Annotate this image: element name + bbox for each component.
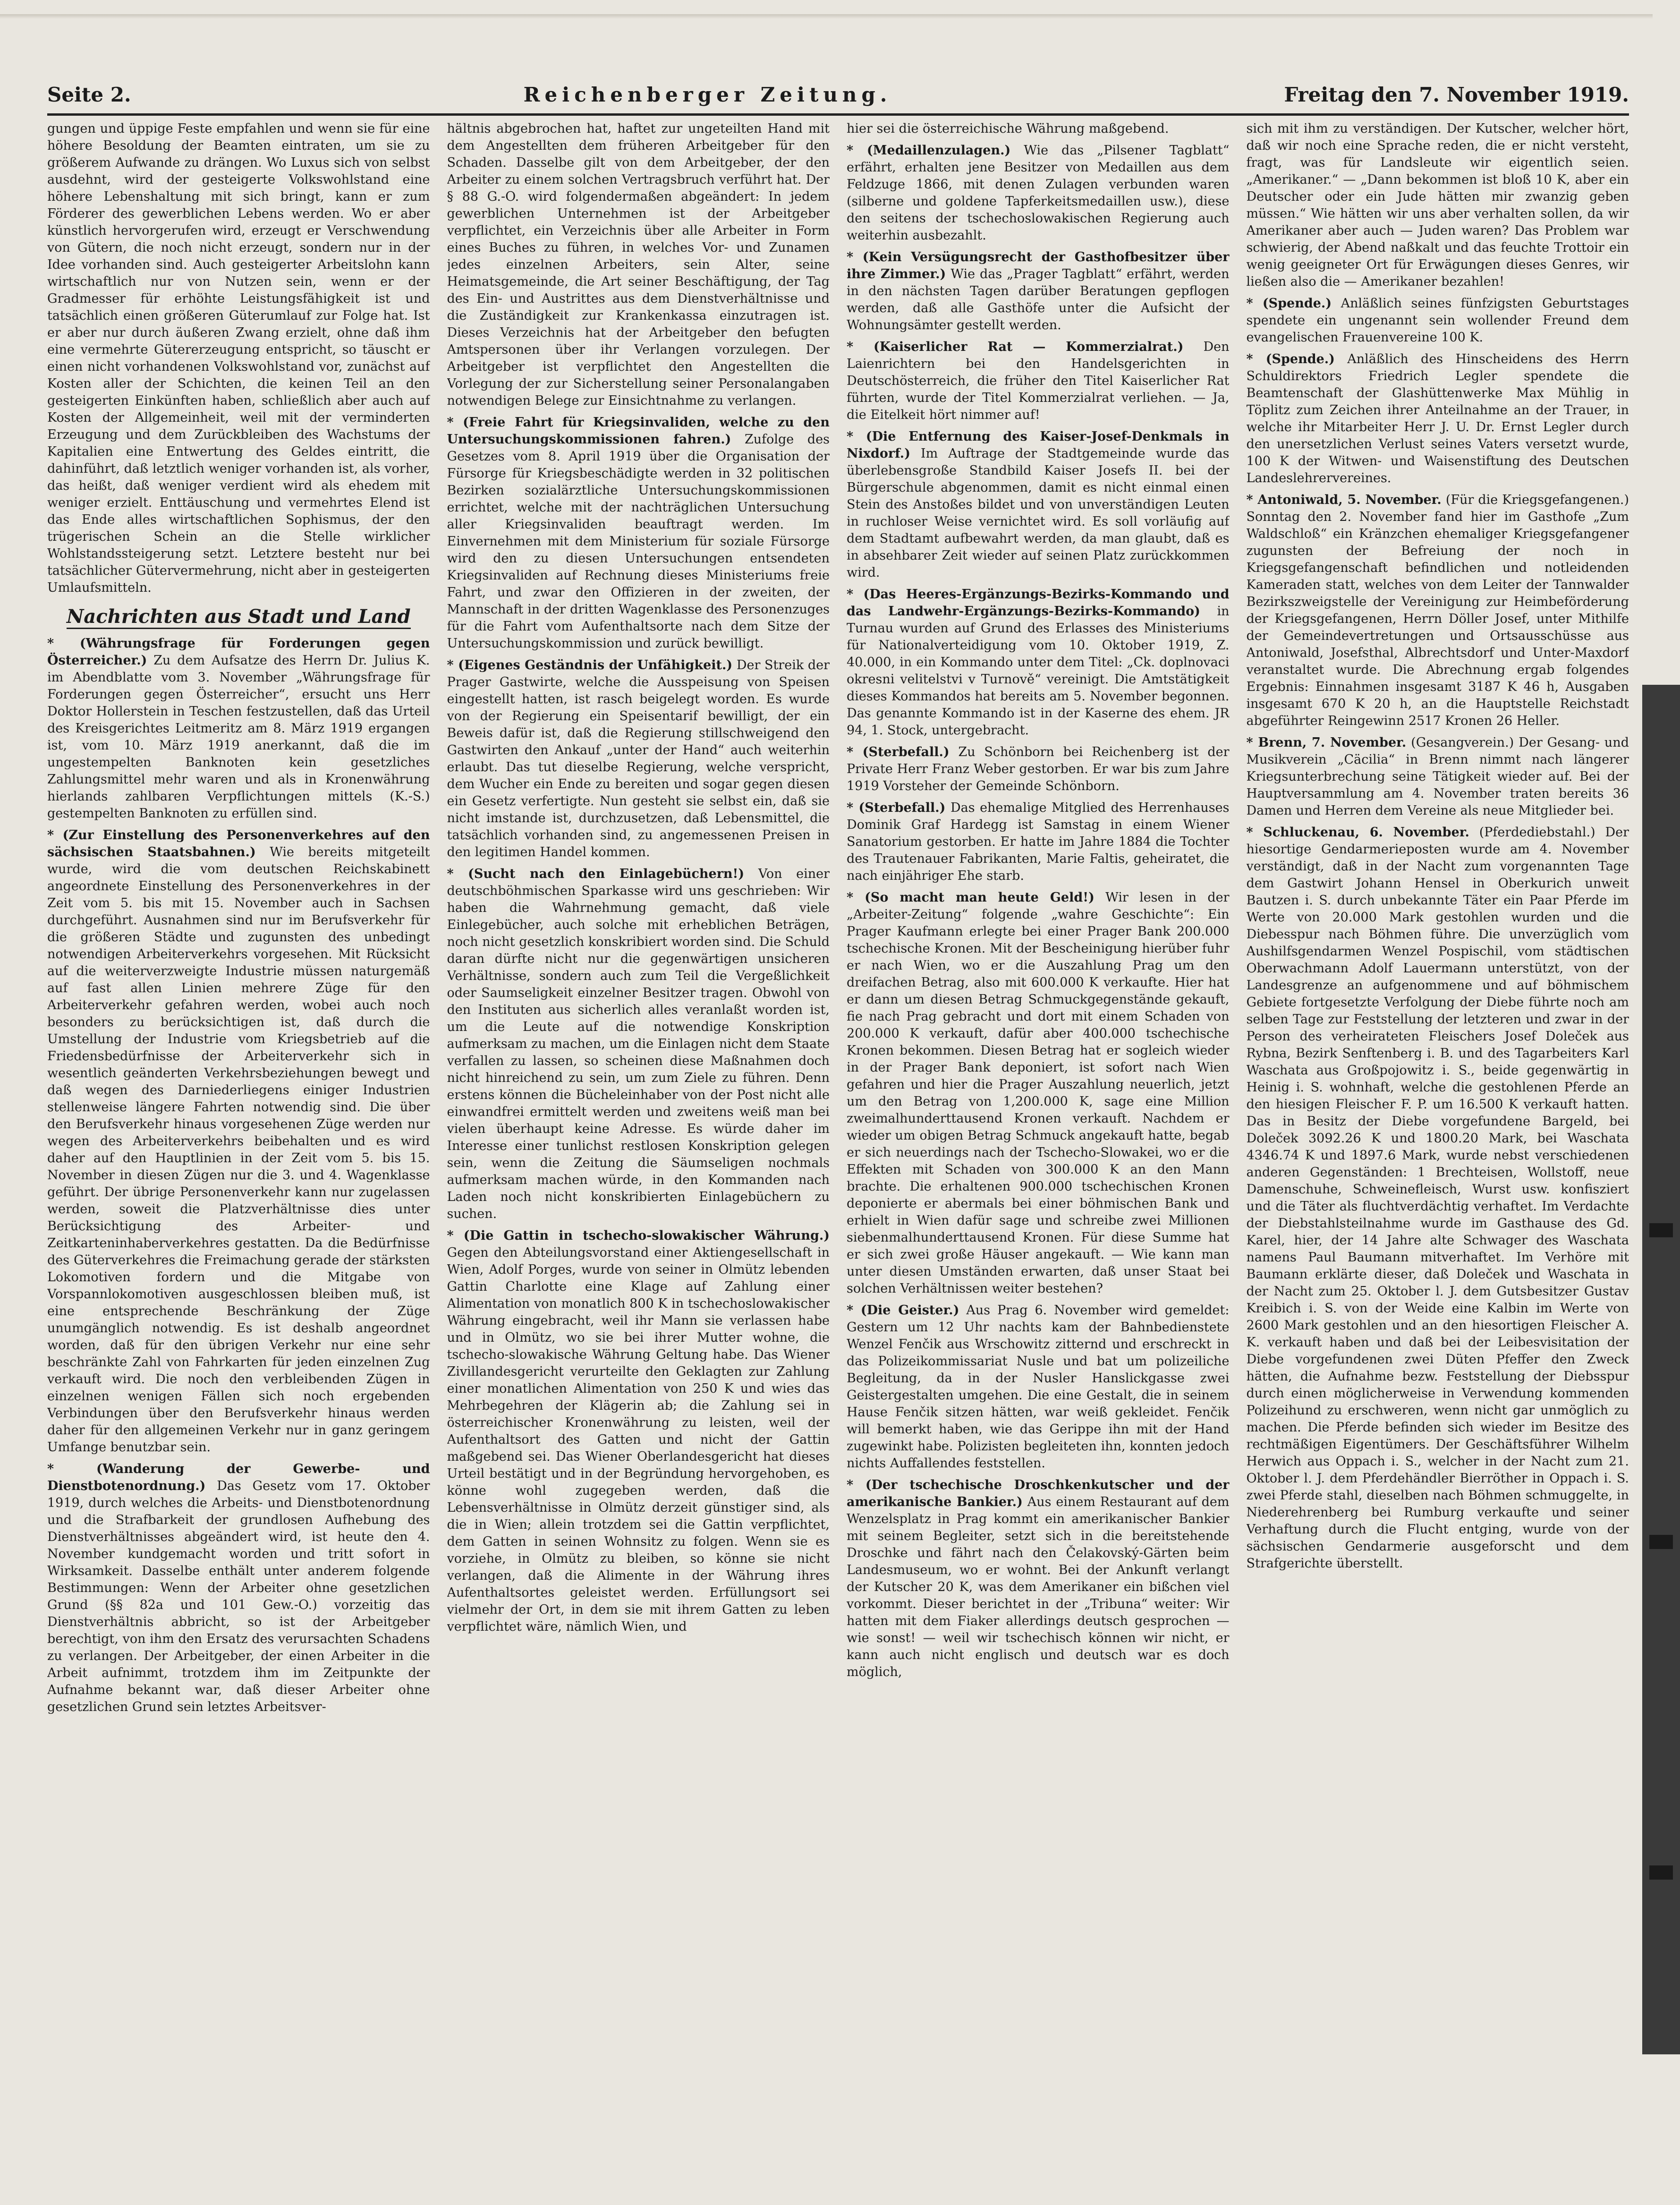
news-item-body: (Gesangverein.) Der Gesang- und Musikverein „Cäcilia“ in Brenn nimmt nach längerer Kriegsunterbrechung seine Tätigkeit wieder auf. Bei der Hauptversammlung am 4. November traten bereits 36 Damen und Herren dem Vereine als neue Mitglieder bei.: [1246, 735, 1629, 818]
page-fold-shading: [0, 14, 1653, 19]
news-item-body: Anläßlich des Hinscheidens des Herrn Schuldirektors Friedrich Legler spendete die Beamtenschaft der Glashüttenwerke Max Mühlig in Töplitz zum Zeichen ihrer Anteilnahme an der Trauer, in welche ihr Mitarbeiter Herr J. U. Dr. Ernst Legler durch den unersetzlichen Verlust seines Vaters versetzt wurde, 100 K der Witwen- und Waisenstiftung des Deutschen Landeslehrervereines.: [1246, 352, 1629, 485]
news-item: [1247, 295, 1629, 346]
news-item-body: Das Gesetz vom 17. Oktober 1919, durch welches die Arbeits- und Dienstbotenordnung und die Strafbarkeit der grundlosen Aufhebung des Dienstverhältnisses abgeändert wird, ist heute den 4. November kundgemacht worden und tritt sofort in Wirksamkeit. Dasselbe enthält unter anderem folgende Bestimmungen: Wenn der Arbeiter ohne gesetzlichen Grund (§§ 82a und 101 Gew.-O.) vorzeitig das Dienstverhältnis abbricht, so ist der Arbeitgeber berechtigt, von ihm den Ersatz des verursachten Schadens zu verlangen. Der Arbeitgeber, der einen Arbeiter in die Arbeit aufnimmt, trotzdem ihm im Zeitpunkte der Aufnahme bekannt war, daß dieser Arbeiter ohne gesetzlichen Grund sein letztes Arbeitsver-: [47, 1479, 430, 1714]
news-item-body: Zu dem Aufsatze des Herrn Dr. Julius K. im Abendblatte vom 3. November „Währungsfrage für Forderungen gegen Österreicher“, ersucht uns Herr Doktor Hollerstein in Teschen festzustellen, daß das Urteil des Kreisgerichtes Leitmeritz am 8. März 1919 ergangen ist, vom 10. März 1919 anerkannt, daß die im ungestempelten Banknoten kein gesetzliches Zahlungsmittel mehr waren und als in Kronenwährung hierlands zahlbaren Verpflichtungen mittels (K.-S.) gestempelten Banknoten zu erfüllen sind.: [47, 653, 430, 821]
news-item-title: * (Sucht nach den Einlagebüchern!): [447, 867, 745, 881]
news-item-body: Zu Schönborn bei Reichenberg ist der Private Herr Franz Weber gestorben. Er war bis zum Jahre 1919 Vorsteher der Gemeinde Schönborn.: [847, 745, 1230, 793]
article-columns: [47, 120, 1629, 2165]
news-item-body: Das ehemalige Mitglied des Herrenhauses Dominik Graf Hardegg ist Samstag in einem Wiener Sanatorium gestorben. Er hatte im Jahre 1884 die Tochter des Trautenauer Fabrikanten, Marie Faltis, geheiratet, die nach einjähriger Ehe starb.: [847, 800, 1230, 883]
news-item-title: * (Kaiserlicher Rat — Kommerzialrat.): [847, 340, 1184, 354]
news-item: [47, 635, 430, 822]
news-item: [847, 428, 1230, 581]
news-item-body: Anläßlich seines fünfzigsten Geburtstages spendete ein ungenannt sein wollender Freund dem evangelischen Frauenvereine 100 K.: [1246, 296, 1629, 345]
news-item: [847, 120, 1230, 137]
news-item: [447, 657, 830, 861]
news-item-body: (Pferdediebstahl.) Der hiesortige Gendarmerieposten wurde am 4. November verständigt, daß in der Nacht zum vorgenannten Tage dem Gastwirt Johann Hensel in Oberkurich unweit Bautzen i. S. durch unbekannte Täter ein Paar Pferde im Werte von 20.000 Mark gestohlen wurden und die Diebesspur nach Böhmen führe. Die unverzüglich vom Aushilfsgendarmen Wenzel Pospischil, vom städtischen Oberwachmann Adolf Lauermann unterstützt, von der Landesgrenze an aufgenommene und auf böhmischem Gebiete fortgesetzte Verfolgung der Diebe führte noch am selben Tage zur Feststellung der letzteren und zwar in der Person des verheirateten Fleischers Josef Doleček aus Rybna, Bezirk Senftenberg i. B. und des Tagarbeiters Karl Waschata aus Großpojowitz i. S., beide gegenwärtig in Heinig i. S. wohnhaft, welche die gestohlenen Pferde an den hiesigen Fleischer F. P. um 16.500 K verkauft hatten. Das in Besitz der Diebe vorgefundene Bargeld, bei Doleček 3092.26 K und 1800.20 Mark, bei Waschata 4346.74 K und 1897.6 Mark, wurde nebst verschiedenen anderen Gegenständen: 1 Brechteisen, Wollstoff, neue Damenschuhe, Schweinefleisch, Wurst usw. konfisziert und die Täter als fluchtverdächtig verhaftet. Im Verdachte der Diebstahlsteilnahme wurde im Gasthause des Gd. Karel, hier, der 14 Jahre alte Schwager des Waschata namens Paul Baumann mitverhaftet. Im Verhöre mit Baumann erklärte dieser, daß Doleček und Waschata in der Nacht zum 25. Oktober l. J. dem Gutsbesitzer Gustav Kreibich i. S. von der Weide eine Kalbin im Werte von 2600 Mark gestohlen und an den hiesortigen Fleischer A. K. verkauft haben und daß bei der Leibesvisitation der Diebe vorgefundenen zwei Düten Pfeffer den Zweck hätten, die Aufnahme bezw. Feststellung der Diebsspur durch einen möglicherweise in Verwendung kommenden Polizeihund zu erschweren, wenn nicht gar unmöglich zu machen. Die Pferde befinden sich wieder im Besitze des rechtmäßigen Eigentümers. Der Geschäftsführer Wilhelm Herwich aus Oppach i. S., welcher in der Nacht zum 21. Oktober l. J. dem Pferdehändler Bierröther in Oppach i. S. zwei Pferde stahl, dieselben nach Böhmen schmuggelte, in Niederehrenberg bei Rumburg verkaufte und seiner Verhaftung durch die Flucht entging, wurde von der sächsischen Gendarmerie ausgeforscht und dem Strafgerichte überstellt.: [1246, 825, 1629, 1571]
column-1: [47, 120, 430, 2165]
news-item-title: * (Eigenes Geständnis der Unfähigkeit.): [447, 658, 733, 673]
news-item-body: Wie bereits mitgeteilt wurde, wird die vom deutschen Reichskabinett angeordnete Einstellung des Personenverkehres in der Zeit vom 5. bis mit 15. November auch in Sachsen durchgeführt. Ausnahmen sind nur im Berufsverkehr für die größeren Städte und zugunsten des unbedingt notwendigen Arbeiterverkehrs vorgesehen. Mit Rücksicht auf die weiterverzweigte Industrie müssen naturgemäß auf fast allen Linien mehrere Züge für den Arbeiterverkehr gefahren werden, wobei auch noch besonders zu berücksichtigen ist, daß durch die Umstellung der Industrie vom Kriegsbetrieb auf die Friedensbedürfnisse der Arbeiterverkehr sich in wesentlich geänderten Verkehrsbeziehungen bewegt und daß wegen des Darniederliegens einiger Industrien stellenweise längere Fahrten notwendig sind. Die über den Berufsverkehr hinaus vorgesehenen Züge werden nur wegen des Arbeiterverkehrs beibehalten und es wird daher auf den Hauptlinien in der Zeit vom 5. bis 15. November in diesen Zügen nur die 3. und 4. Wagenklasse geführt. Der übrige Personenverkehr kann nur zugelassen werden, soweit die Platzverhältnisse dies unter Berücksichtigung des Arbeiter- und Zeitkarteninhaberverkehres gestatten. Da die Bedürfnisse des Güterverkehres die Freimachung gerade der stärksten Lokomotiven fordern und die Mitgabe von Vorspannlokomotiven ausgeschlossen bleiben muß, ist eine entsprechende Beschränkung der Züge unumgänglich notwendig. Es ist deshalb angeordnet worden, daß für den übrigen Verkehr nur eine sehr beschränkte Zahl von Fahrkarten für jeden einzelnen Zug verkauft wird. Die noch den verbleibenden Zügen in einzelnen wenigen Fällen sich noch ergebenden Verbindungen über den Berufsverkehr hinaus werden daher für den allgemeinen Verkehr nur in ganz geringem Umfange benutzbar sein.: [47, 845, 430, 1455]
news-item: [847, 1477, 1230, 1681]
newspaper-title: Reichenberger Zeitung.: [523, 83, 892, 106]
news-item: [1247, 492, 1629, 730]
column-2: [447, 120, 830, 2165]
news-item: [1247, 824, 1629, 1572]
news-item: [47, 120, 430, 596]
news-item-title: * (Sterbefall.): [847, 800, 946, 815]
news-item-title: * (So macht man heute Geld!): [847, 890, 1095, 905]
news-item: [847, 339, 1230, 424]
news-item-title: * (Sterbefall.): [847, 745, 950, 759]
scan-edge-strip: [1642, 685, 1680, 2054]
page-label: Seite 2.: [47, 83, 131, 106]
section-heading: [47, 605, 430, 629]
news-item-title: * (Kein Versügungsrecht der Gasthofbesitzer über ihre Zimmer.): [847, 250, 1230, 281]
scan-edge-mark: [1649, 1535, 1673, 1549]
news-item: [1247, 734, 1629, 819]
news-item-body: hier sei die österreichische Währung maßgebend.: [847, 121, 1169, 136]
news-item: [847, 1302, 1230, 1472]
news-item: [1247, 351, 1629, 487]
news-item-body: Wir lesen in der „Arbeiter-Zeitung“ folgende „wahre Geschichte“: Ein Prager Kaufmann erlegte bei einer Prager Bank 200.000 tschechische Kronen. Mit der Bescheinigung hierüber fuhr er nach Wien, wo er die Auszahlung Prag um den dreifachen Betrag, also mit 600.000 K verkaufte. Hier hat er dann um diesen Betrag Schmuckgegenstände gekauft, fie nach Prag gebracht und dort mit einem Schaden von 200.000 K verkauft, dafür aber 400.000 tschechische Kronen bekommen. Diesen Betrag hat er sogleich wieder in der Prager Bank deponiert, ist sofort nach Wien gefahren und hier die Prager Auszahlung neuerlich, jetzt um den Betrag von 1,200.000 K, sage eine Million zweimalhunderttausend Kronen verkauft. Nachdem er wieder um obigen Betrag Schmuck angekauft hatte, begab er sich neuerdings nach der Tschecho-Slowakei, wo er die Effekten mit Schaden von 300.000 K an den Mann brachte. Die erhaltenen 900.000 tschechischen Kronen deponierte er abermals bei einer böhmischen Bank und erhielt in Wien dafür sage und schreibe zwei Millionen siebenmalhunderttausend Kronen. Für diese Summe hat er sich zwei große Häuser angekauft. — Wie kann man unter diesen Umständen erwarten, daß unser Staat bei solchen Verhältnissen weiter bestehen?: [847, 890, 1230, 1296]
news-item: [847, 800, 1230, 885]
news-item-body: hältnis abgebrochen hat, haftet zur ungeteilten Hand mit dem Angestellten dem früheren Arbeitgeber für den Schaden. Dasselbe gilt von dem Arbeitgeber, der den Arbeiter zu einem solchen Vertragsbruch verführt hat. Der § 88 G.-O. wird folgendermaßen abgeändert: In jedem gewerblichen Unternehmen ist der Arbeitgeber verpflichtet, ein Verzeichnis über alle Arbeiter in Form eines Buches zu führen, in welches Vor- und Zunamen jedes einzelnen Arbeiters, sein Alter, seine Heimatsgemeinde, die Art seiner Beschäftigung, der Tag des Ein- und Austrittes aus dem Dienstverhältnisse und die Zuständigkeit zur Krankenkassa einzutragen ist. Dieses Verzeichnis hat der Arbeitgeber den befugten Amtspersonen über ihr Verlangen vorzulegen. Der Arbeitgeber ist verpflichtet den Angestellten die Vorlegung der zur Sicherstellung seiner Personalangaben notwendigen Belege zur Einsichtnahme zu verlangen.: [447, 121, 830, 408]
news-item-body: Den Laienrichtern bei den Handelsgerichten in Deutschösterreich, die früher den Titel Kaiserlicher Rat führten, wurde der Titel Kommerzialrat verliehen. — Ja, die Eitelkeit hört nimmer auf!: [847, 340, 1230, 422]
news-item-title: * (Die Gattin in tschecho-slowakischer Währung.): [447, 1228, 830, 1243]
news-item: [847, 744, 1230, 795]
date-label: Freitag den 7. November 1919.: [1284, 83, 1629, 106]
scan-edge-mark: [1649, 1223, 1673, 1237]
news-item-body: Aus Prag 6. November wird gemeldet: Gestern um 12 Uhr nachts kam der Bahnbedienstete Wenzel Fenčik aus Wrschowitz zitternd und erschreckt in das Polizeikommissariat Nusle und bat um polizeiliche Begleitung, da in der Nusler Hanslickgasse zwei Geistergestalten umgehen. Die eine Gestalt, die in seinem Hause Fenčik sitzen hätten, war weiß gekleidet. Fenčik will bemerkt haben, wie das Gerippe ihn mit der Hand zugewinkt habe. Polizisten begleiteten ihn, konnten jedoch nichts Auffallendes feststellen.: [847, 1303, 1230, 1471]
news-item-body: Aus einem Restaurant auf dem Wenzelsplatz in Prag kommt ein amerikanischer Bankier mit seinem Begleiter, setzt sich in die bereitstehende Droschke und fährt nach den Čelakovský-Gärten beim Landesmuseum, wo er wohnt. Bei der Ankunft verlangt der Kutscher 20 K, was dem Amerikaner ein bißchen viel vorkommt. Dieser berichtet in der „Tribuna“ weiter: Wir hatten mit dem Fiaker allerdings deutsch gesprochen — wie sonst! — weil wir tschechisch können wir nicht, er kann auch nicht englisch und deutsch war es doch möglich,: [847, 1495, 1230, 1679]
news-item-title: * Antoniwald, 5. November.: [1246, 493, 1442, 507]
news-item-body: Gegen den Abteilungsvorstand einer Aktiengesellschaft in Wien, Adolf Porges, wurde von seiner in Olmütz lebenden Gattin Charlotte eine Klage auf Zahlung einer Alimentation von monatlich 800 K in tschechoslowakischer Währung eingebracht, weil ihr Mann sie verlassen habe und in Olmütz, wo sie bei ihrer Mutter wohne, die tschecho-slowakische Währung Geltung habe. Das Wiener Zivillandesgericht verurteilte den Geklagten zur Zahlung einer monatlichen Alimentation von 250 K und wies das Mehrbegehren der Klägerin ab; die Zahlung sei in österreichischer Kronenwährung zu leisten, weil der Aufenthaltsort des Gatten und nicht der Gattin maßgebend sei. Das Wiener Oberlandesgericht hat dieses Urteil bestätigt und in der Begründung hervorgehoben, es könne wohl zugegeben werden, daß die Lebensverhältnisse in Olmütz derzeit günstiger sind, als die in Wien; allein trotzdem sei die Gattin verpflichtet, dem Gatten in seinen Wohnsitz zu folgen. Wenn sie es vorziehe, in Olmütz zu bleiben, so könne sie nicht verlangen, daß die Alimente in der Währung ihres Aufenthaltsortes geleistet werden. Erfüllungsort sei vielmehr der Ort, in dem sie mit ihrem Gatten zu leben verpflichtet wäre, nämlich Wien, und: [447, 1245, 830, 1634]
news-item-title: * (Freie Fahrt für Kriegsinvaliden, welche zu den Untersuchungskommissionen fahren.): [447, 415, 830, 447]
news-item-body: in Turnau wurden auf Grund des Erlasses des Ministeriums für Nationalverteidigung vom 10. Oktober 1919, Z. 40.000, in ein Kommando unter dem Titel: „Ck. doplnovaci okresni velitelstvi v Turnově“ vereinigt. Die Amtstätigkeit dieses Kommandos hat bereits am 5. November begonnen. Das genannte Kommando ist in der Kaserne des ehem. JR 94, 1. Stock, untergebracht.: [847, 604, 1230, 738]
news-item-body: Der Streik der Prager Gastwirte, welche die Ausspeisung von Speisen eingestellt hatten, ist rasch beigelegt worden. Es wurde von der Regierung ein Speisentarif bewilligt, der ein Beweis dafür ist, daß die Regierung stillschweigend den Gastwirten den Ankauf „unter der Hand“ auch weiterhin erlaubt. Das tut dieselbe Regierung, welche verspricht, dem Wucher ein Ende zu bereiten und sogar gegen diesen ein Gesetz verfertigte. Nun gesteht sie selbst ein, daß sie nicht imstande ist, durchzusetzen, daß Lebensmittel, die tatsächlich vorhanden sind, zu angemessenen Preisen in den legitimen Handel kommen.: [447, 658, 830, 860]
news-item-body: Zufolge des Gesetzes vom 8. April 1919 über die Organisation der Fürsorge für Kriegsbeschädigte werden in 32 politischen Bezirken sozialärztliche Untersuchungskommissionen errichtet, welche mit der nachträglichen Untersuchung aller Kriegsinvaliden beauftragt werden. Im Einvernehmen mit dem Ministerium für soziale Fürsorge wird den zu diesen Untersuchungen entsendeten Kriegsinvaliden auf Rechnung dieses Ministeriums freie Fahrt, und zwar den Offizieren in der zweiten, der Mannschaft in der dritten Wagenklasse des Personenzuges für die Fahrt vom Aufenthaltsorte nach dem Sitze der Untersuchungskommission und zurück bewilligt.: [447, 432, 830, 651]
column-3: [847, 120, 1230, 2165]
news-item-title: * (Wanderung der Gewerbe- und Dienstbotenordnung.): [47, 1462, 430, 1493]
news-item: [447, 414, 830, 652]
news-item: [47, 1461, 430, 1716]
news-item-title: * (Währungsfrage für Forderungen gegen Österreicher.): [47, 636, 430, 668]
news-item-body: Im Auftrage der Stadtgemeinde wurde das überlebensgroße Standbild Kaiser Josefs II. bei der Bürgerschule abgenommen, damit es nicht einmal einen Stein des Anstoßes bildet und von unverständigen Leuten in ruchloser Weise vernichtet wird. Es soll vorläufig auf dem Stadtamt aufbewahrt werden, da man glaubt, daß es in absehbarer Zeit wieder auf seinen Platz zurückkommen wird.: [847, 446, 1230, 580]
news-item: [447, 1227, 830, 1635]
news-item-body: Von einer deutschböhmischen Sparkasse wird uns geschrieben: Wir haben die Wahrnehmung gemacht, daß viele Einlegebücher, auch solche mit erheblichen Beträgen, noch nicht gesetzlich konskribiert worden sind. Die Schuld daran dürfte nicht nur die gegenwärtigen unsicheren Verhältnisse, sondern auch zum Teil die Vergeßlichkeit oder Saumseligkeit einzelner Besitzer tragen. Obwohl von den Instituten aus sicherlich alles veranlaßt worden ist, um die Leute auf die notwendige Konskription aufmerksam zu machen, um die Einlagen nicht dem Staate verfallen zu lassen, so scheinen diese Maßnahmen doch nicht hinreichend zu sein, um zum Ziele zu führen. Denn erstens können die Bücheleinhaber von der Post nicht alle einwandfrei ermittelt werden und zweitens weiß man bei vielen überhaupt keine Adresse. Es würde daher im Interesse einer tunlichst restlosen Konskription gelegen sein, wenn die Zeitung die Säumseligen nochmals aufmerksam machen würde, in den Kommanden nach Laden noch nicht konskribierten Einlagebüchern zu suchen.: [447, 867, 830, 1221]
news-item-title: * (Zur Einstellung des Personenverkehres auf den sächsischen Staatsbahnen.): [47, 828, 430, 860]
news-item-title: * Brenn, 7. November.: [1246, 735, 1407, 750]
news-item: [447, 120, 830, 409]
news-item-body: gungen und üppige Feste empfahlen und wenn sie für eine höhere Besoldung der Beamten eintraten, um sie zu größerem Aufwande zu drängen. Wo Luxus sich von selbst ausdehnt, wird der gesteigerte Volkswohlstand eine höhere Lebenshaltung mit sich bringt, kann er zum Förderer des gewerblichen Lebens werden. Wo er aber künstlich hervorgerufen wird, erzeugt er Verschwendung von Gütern, die noch nicht erzeugt, sondern nur in der Idee vorhanden sind. Auch gesteigerter Arbeitslohn kann wirtschaftlich nur von Nutzen sein, wenn er der Gradmesser für erhöhte Leistungsfähigkeit ist und tatsächlich einen größeren Güterumlauf zur Folge hat. Ist er aber nur durch äußeren Zwang erzielt, ohne daß ihm eine vermehrte Gütererzeugung entspricht, so täuscht er einen nicht vorhandenen Volkswohlstand vor, zunächst auf Kosten aller der Schichten, die keinen Teil an den gesteigerten Einkünften haben, schließlich aber auch auf Kosten der Allgemeinheit, weil mit der verminderten Erzeugung und dem Zurückbleiben des Wachstums der Kapitalien eine Entwertung des Geldes eintritt, die dahinführt, daß letztlich weniger vorhanden ist, als vorher, das heißt, daß weniger verdient wird als ehedem mit weniger erzielt. Enttäuschung und vermehrtes Elend ist das Ende alles wirtschaftlichen Sophismus, der den trügerischen Schein an die Stelle wirklicher Wohlstandssteigerung setzt. Letztere besteht nur bei tatsächlicher Gütervermehrung, nicht aber in gesteigerten Umlaufsmitteln.: [47, 121, 430, 595]
news-item-title: * (Spende.): [1246, 296, 1332, 311]
news-item-body: Wie das „Prager Tagblatt“ erfährt, werden in den nächsten Tagen darüber Beratungen gepflogen werden, daß alle Gasthöfe unter die Aufsicht der Wohnungsämter gestellt werden.: [847, 267, 1230, 332]
news-item: [47, 827, 430, 1456]
news-item-title: * (Der tschechische Droschkenkutscher und der amerikanische Bankier.): [847, 1478, 1230, 1509]
news-item-title: * (Medaillenzulagen.): [847, 143, 1011, 158]
news-item: [847, 586, 1230, 739]
masthead: [47, 78, 1629, 111]
scan-edge-mark: [1649, 1865, 1673, 1880]
news-item: [847, 889, 1230, 1297]
news-item-title: * Schluckenau, 6. November.: [1246, 825, 1469, 840]
news-item-title: * (Die Geister.): [847, 1303, 959, 1318]
news-item-title: * (Spende.): [1246, 352, 1335, 366]
news-item: [447, 866, 830, 1223]
header-rule: [47, 113, 1629, 116]
column-4: [1247, 120, 1629, 2165]
news-item-body: sich mit ihm zu verständigen. Der Kutscher, welcher hört, daß wir noch eine Sprache reden, die er nicht versteht, fragt, was für Landsleute wir eigentlich seien. „Amerikaner.“ — „Dann bekommen ist bloß 10 K, aber ein Deutscher oder ein Jude hätten mir zwanzig geben müssen.“ Wie hätten wir uns aber verhalten sollen, da wir Amerikaner aber auch — Juden waren? Das Problem war schwierig, der Abend naßkalt und das feuchte Trottoir ein wenig geeigneter Ort für Erwägungen dieses Genres, wir ließen also die — Amerikaner bezahlen!: [1246, 121, 1629, 289]
news-item-title: * (Die Entfernung des Kaiser-Josef-Denkmals in Nixdorf.): [847, 429, 1230, 461]
news-item: [847, 142, 1230, 244]
section-heading-text: Nachrichten aus Stadt und Land: [67, 605, 411, 629]
news-item: [847, 249, 1230, 334]
news-item-body: (Für die Kriegsgefangenen.) Sonntag den 2. November fand hier im Gasthofe „Zum Waldschloß“ ein Kränzchen ehemaliger Kriegsgefangener zugunsten der Befreiung der noch in Kriegsgefangenschaft befindlichen und notleidenden Kameraden statt, welches von dem Leiter der Tannwalder Bezirkszweigstelle der Vereinigung zur Heimbeförderung der Kriegsgefangenen, Herrn Döller Josef, unter Mithilfe der Gemeindevertretungen und Ortsausschüsse aus Antoniwald, Josefsthal, Albrechtsdorf und Unter-Maxdorf veranstaltet wurde. Die Abrechnung ergab folgendes Ergebnis: Einnahmen insgesamt 3187 K 46 h, Ausgaben insgesamt 670 K 20 h, an die Hauptstelle Reichstadt abgeführter Reingewinn 2517 Kronen 26 Heller.: [1246, 493, 1629, 728]
news-item-title: * (Das Heeres-Ergänzungs-Bezirks-Kommando und das Landwehr-Ergänzungs-Bezirks-Kommando): [847, 587, 1230, 619]
news-item: [1247, 120, 1629, 290]
news-item-body: Wie das „Pilsener Tagblatt“ erfährt, erhalten jene Besitzer von Medaillen aus dem Feldzuge 1866, mit denen Zulagen verbunden waren (silberne und goldene Tapferkeitsmedaillen usw.), diese den seitens der tschechoslowakischen Regierung auch weiterhin ausbezahlt.: [847, 143, 1230, 243]
